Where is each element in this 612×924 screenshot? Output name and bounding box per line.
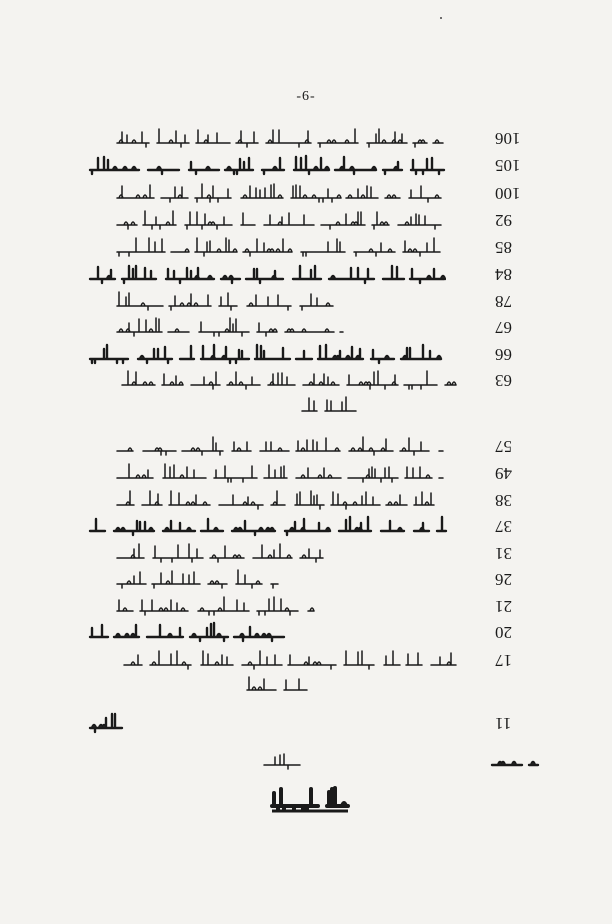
script-strokes	[90, 517, 446, 535]
list-row	[0, 368, 612, 392]
list-row	[0, 181, 612, 205]
list-row	[0, 126, 612, 150]
list-row	[0, 235, 612, 259]
list-row	[0, 514, 612, 538]
entry-number: 92	[495, 211, 512, 230]
script-strokes	[117, 238, 440, 256]
script-strokes	[302, 397, 356, 411]
page-speck	[440, 17, 442, 19]
script-strokes	[117, 318, 343, 336]
script-strokes	[90, 714, 122, 732]
script-strokes	[272, 788, 348, 810]
script-text	[115, 461, 445, 485]
list-row	[0, 648, 612, 672]
list-row	[0, 711, 612, 735]
entry-number: 38	[495, 491, 512, 510]
script-text	[115, 594, 315, 618]
script-text	[115, 541, 325, 565]
entry-number: 66	[495, 345, 512, 364]
script-strokes	[90, 345, 441, 363]
list-row	[0, 289, 612, 313]
script-text	[262, 748, 302, 772]
entry-number: 49	[495, 464, 512, 483]
entry-number: 26	[495, 570, 512, 589]
script-strokes	[117, 544, 323, 562]
list-row	[0, 541, 612, 565]
entry-number: 105	[495, 156, 521, 175]
script-strokes	[247, 677, 307, 690]
entry-number: 106	[495, 129, 521, 148]
entry-number: 67	[495, 318, 512, 337]
script-text	[115, 315, 345, 339]
continuation-line	[0, 673, 612, 697]
script-strokes	[117, 491, 434, 509]
script-text	[115, 488, 445, 512]
script-strokes	[122, 371, 456, 389]
script-strokes	[117, 464, 443, 482]
script-text	[115, 235, 445, 259]
script-text	[122, 648, 458, 672]
page-number: -6-	[296, 89, 316, 104]
script-strokes	[90, 623, 284, 641]
script-text	[88, 514, 448, 538]
script-strokes	[117, 570, 278, 588]
footer-line	[0, 748, 612, 772]
script-text	[88, 711, 124, 735]
script-text	[245, 673, 309, 697]
list-row	[0, 567, 612, 591]
script-text	[300, 394, 358, 418]
entry-number: 57	[495, 437, 512, 456]
entry-number: 100	[495, 184, 521, 203]
list-row	[0, 208, 612, 232]
list-row	[0, 488, 612, 512]
entry-number: 37	[495, 517, 512, 536]
entry-number: 20	[495, 623, 512, 642]
entry-number: 78	[495, 292, 512, 311]
script-strokes	[117, 129, 443, 147]
script-text	[88, 262, 446, 286]
list-row	[0, 262, 612, 286]
entry-number: 63	[495, 371, 512, 390]
entry-number: 11	[495, 714, 512, 733]
continuation-line	[0, 394, 612, 418]
section-heading	[0, 784, 612, 814]
entry-number: 85	[495, 238, 512, 257]
list-row	[0, 153, 612, 177]
script-text	[88, 153, 446, 177]
script-strokes	[117, 211, 441, 229]
list-row	[0, 342, 612, 366]
entry-number: 84	[495, 265, 512, 284]
list-row	[0, 620, 612, 644]
script-strokes	[117, 292, 333, 310]
script-text	[490, 748, 540, 772]
list-row	[0, 434, 612, 458]
script-strokes	[492, 762, 538, 765]
script-strokes	[124, 651, 456, 669]
script-text	[115, 289, 335, 313]
script-strokes	[117, 437, 443, 455]
script-strokes	[90, 156, 444, 174]
entry-number: 17	[495, 651, 512, 670]
heading-script	[270, 784, 350, 814]
list-row	[0, 461, 612, 485]
script-strokes	[117, 597, 314, 615]
entry-number: 31	[495, 544, 512, 563]
list-row	[0, 594, 612, 618]
script-text	[115, 567, 280, 591]
script-text	[88, 620, 288, 644]
entry-number: 21	[495, 597, 512, 616]
script-text	[120, 368, 458, 392]
script-text	[115, 126, 445, 150]
script-text	[115, 434, 445, 458]
script-strokes	[117, 184, 441, 202]
script-strokes	[264, 754, 300, 769]
script-strokes	[90, 266, 445, 283]
script-text	[88, 342, 448, 366]
script-text	[115, 208, 443, 232]
list-row	[0, 315, 612, 339]
script-text	[115, 181, 443, 205]
